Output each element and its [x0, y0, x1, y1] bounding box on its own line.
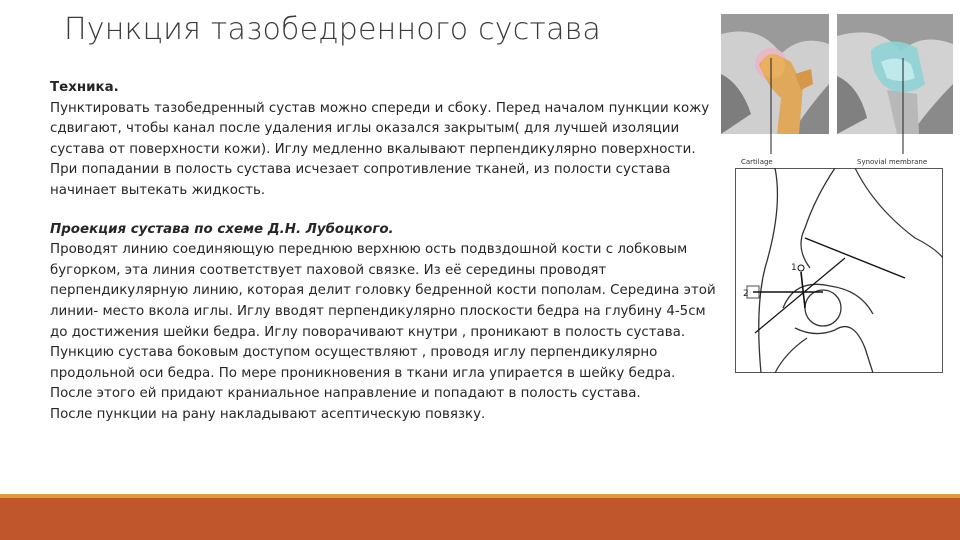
label-synovial-membrane: Synovial membrane	[857, 158, 928, 166]
technique-heading: Техника.	[50, 80, 119, 95]
projection-heading: Проекция сустава по схеме Д.Н. Лубоцкого.	[50, 221, 394, 237]
technique-paragraph: Пунктировать тазобедренный сустав можно спереди и сбоку. Перед началом пункции кожу сдвигают, чтобы канал после удаления иглы оказался закрытым( для лучшей изоляции сустава от поверхности кожи). Иглу медленно вкалывают перпендикулярно поверхности. При попадании в полость сустава исчезает сопротивление тканей, из полости сустава начинает вытекать жидкость.	[50, 100, 710, 198]
hip-anatomy-illustration	[721, 14, 953, 168]
projection-paragraph: Проводят линию соединяющую переднюю верхнюю ость подвздошной кости с лобковым бугорком, эта линия соответствует паховой связке. Из её середины проводят перпендикулярную линию, которая делит головку бедренной кости пополам. Середина этой линии- место вкола иглы. Иглу вводят перпендикулярно плоскости бедра на глубину 4-5см до достижения шейки бедра. Иглу поворачивают кнутри , проникают в полость сустава.	[50, 242, 716, 340]
synovial-panel	[837, 14, 953, 134]
lateral-paragraph: Пункцию сустава боковым доступом осуществляют , проводя иглу перпендикулярно продольной оси бедра. По мере проникновения в ткани игла упирается в шейку бедра. После этого ей придают краниальное направление и попадают в полость сустава.	[50, 345, 676, 402]
after-paragraph: После пункции на рану накладывают асептическую повязку.	[50, 406, 486, 422]
cartilage-panel	[721, 14, 829, 134]
label-cartilage: Cartilage	[741, 158, 773, 166]
marker-1: 1	[791, 263, 797, 273]
page-title: Пункция тазобедренного сустава	[64, 12, 602, 47]
body-text	[50, 78, 718, 426]
footer-bar	[0, 498, 960, 540]
hip-projection-diagram	[735, 168, 943, 373]
marker-2: 2	[743, 289, 749, 299]
